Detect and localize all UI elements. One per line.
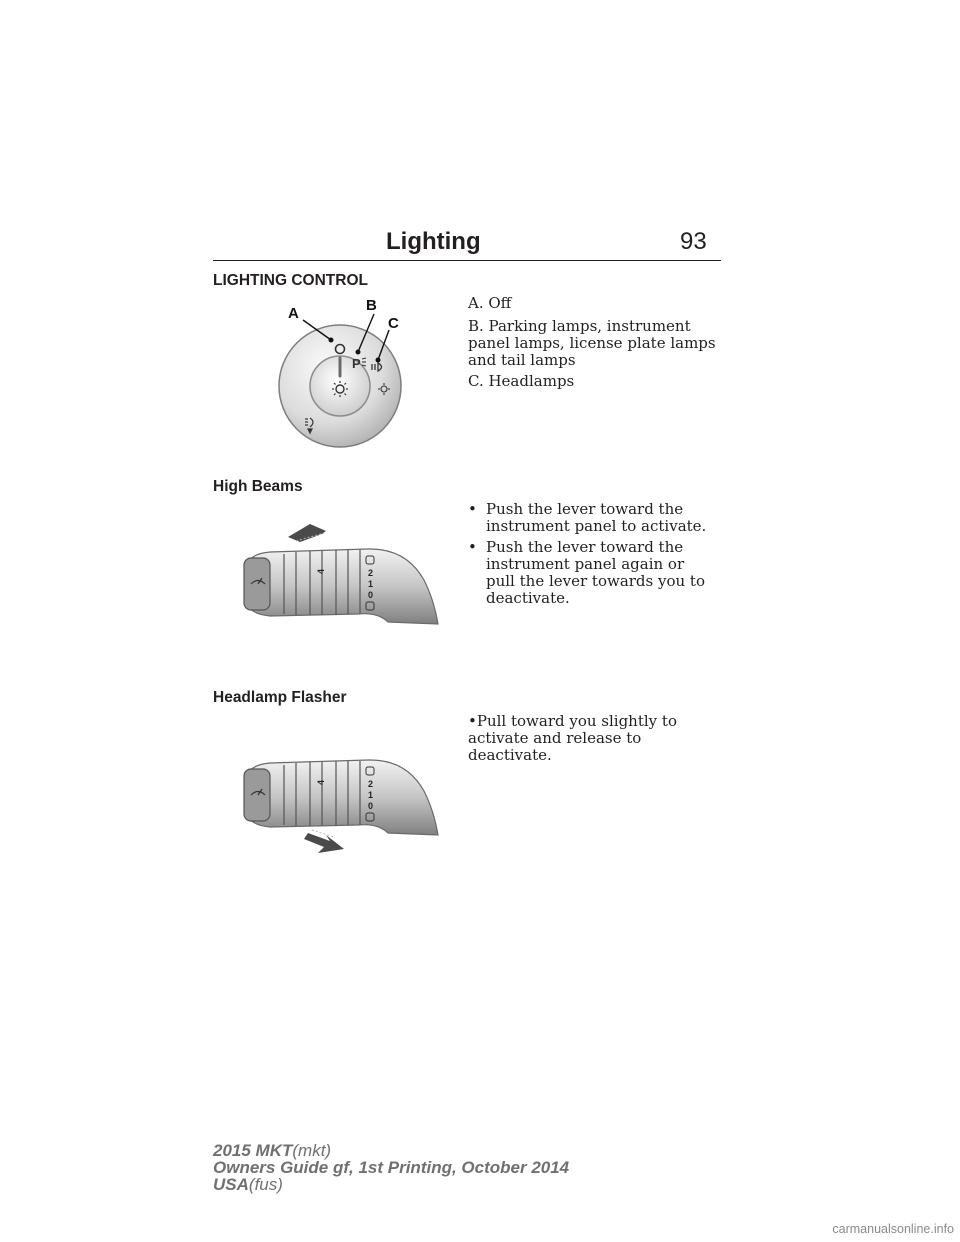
bullet-pull: Pull toward you slightly to activate and release to deactivate.: [468, 712, 677, 764]
pull-arrow-icon: [304, 833, 344, 853]
footer-line-market: USA(fus): [213, 1175, 283, 1194]
svg-text:4: 4: [316, 779, 326, 785]
header-rule: [213, 260, 721, 261]
bullet-mark: •: [468, 712, 477, 730]
bullet-deactivate: Push the lever toward the instrument panel again or pull the lever towards you to deactivate.: [486, 538, 705, 607]
ring-number-0: 0: [368, 801, 374, 811]
bullet-mark: •: [468, 538, 477, 556]
push-arrow-icon: [288, 524, 326, 542]
bullet-activate: Push the lever toward the instrument panel to activate.: [486, 500, 707, 535]
callout-a: A: [288, 305, 299, 322]
item-headlamps: C. Headlamps: [468, 372, 575, 390]
ring-number-1: 1: [368, 579, 374, 589]
ring-number-1: 1: [368, 790, 374, 800]
callout-c: C: [388, 315, 399, 332]
callout-b: B: [366, 297, 377, 314]
svg-text:4: 4: [316, 568, 326, 574]
footer-line-edition: Owners Guide gf, 1st Printing, October 2014: [213, 1158, 570, 1177]
ring-number-0: 0: [368, 590, 374, 600]
high-beams-heading: High Beams: [213, 478, 303, 495]
footer: [213, 1142, 569, 1193]
watermark: carmanualsonline.info: [832, 1222, 954, 1236]
high-beams-lever-figure: [238, 522, 442, 628]
ring-number-2: 2: [368, 568, 374, 578]
bullet-mark: •: [468, 500, 477, 518]
section-title: Lighting: [386, 228, 481, 255]
headlamp-flasher-lever-figure: [238, 757, 442, 859]
headlamp-flasher-heading: Headlamp Flasher: [213, 689, 347, 706]
item-parking-lamps: B. Parking lamps, instrument panel lamps, license plate lamps and tail lamps: [468, 317, 716, 369]
page-number: 93: [680, 228, 707, 255]
headlamp-flasher-text: [468, 713, 728, 764]
ring-number-2: 2: [368, 779, 374, 789]
lighting-control-dial-figure: [270, 292, 420, 452]
footer-line-model: 2015 MKT(mkt): [213, 1141, 332, 1160]
item-off: A. Off: [468, 294, 512, 312]
lighting-control-heading: LIGHTING CONTROL: [213, 272, 368, 289]
parking-lamp-icon: P: [352, 356, 361, 371]
